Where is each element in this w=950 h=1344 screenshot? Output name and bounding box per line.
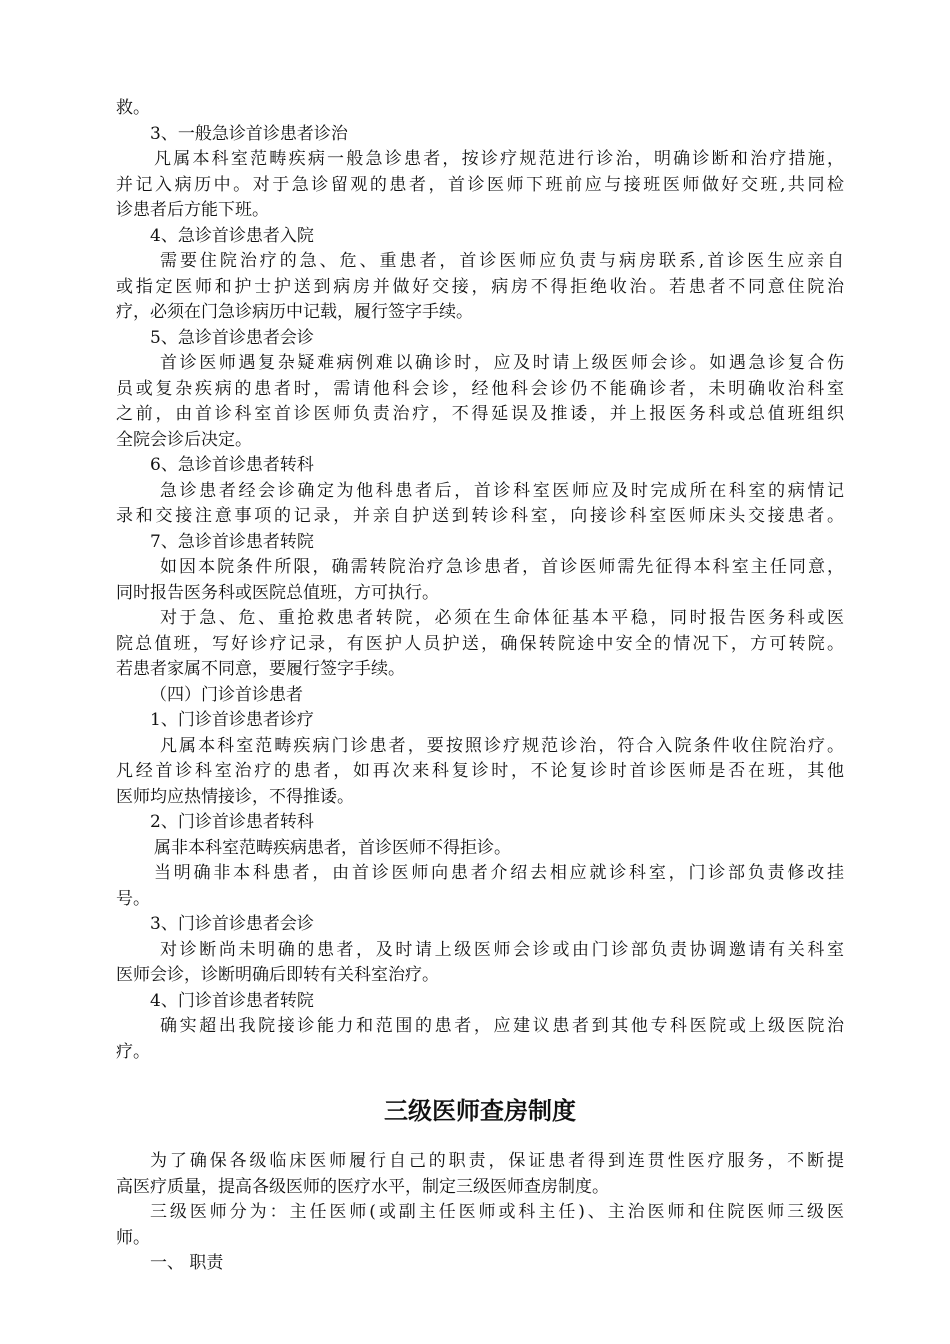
paragraph-line: 诊患者后方能下班。 [116, 200, 269, 220]
paragraph-line: 若患者家属不同意，要履行签字手续。 [116, 659, 405, 679]
paragraph-line: 为了确保各级临床医师履行自己的职责，保证患者得到连贯性医疗服务，不断提 [150, 1151, 844, 1171]
paragraph-line: 属非本科室范畴疾病患者，首诊医师不得拒诊。 [154, 837, 511, 858]
paragraph-line: 凡属本科室范畴疾病门诊患者，要按照诊疗规范诊治，符合入院条件收住院治疗。 [160, 735, 844, 756]
paragraph-line: 三级医师分为：主任医师(或副主任医师或科主任)、主治医师和住院医师三级医 [150, 1202, 844, 1222]
text-line: 救。 [116, 98, 150, 118]
paragraph-line: 急诊患者经会诊确定为他科患者后，首诊科室医师应及时完成所在科室的病情记 [160, 480, 844, 501]
document-page [116, 96, 844, 1277]
paragraph-line: 或指定医师和护士护送到病房并做好交接，病房不得拒绝收治。若患者不同意住院治 [116, 276, 844, 297]
subheading: 5、急诊首诊患者会诊 [150, 327, 314, 348]
paragraph-line: 医师均应热情接诊，不得推诿。 [116, 786, 354, 807]
paragraph-line: 需要住院治疗的急、危、重患者，首诊医师应负责与病房联系,首诊医生应亲自 [160, 251, 844, 271]
paragraph-line: 师。 [116, 1227, 150, 1248]
section-heading: （四）门诊首诊患者 [150, 684, 303, 705]
subheading: 3、一般急诊首诊患者诊治 [150, 123, 348, 144]
paragraph-line: 凡经首诊科室治疗的患者，如再次来科复诊时，不论复诊时首诊医师是否在班，其他 [116, 761, 844, 781]
paragraph-line: 对于急、危、重抢救患者转院，必须在生命体征基本平稳，同时报告医务科或医 [160, 608, 844, 628]
section-heading: 一、 职责 [150, 1253, 224, 1273]
paragraph-line: 如因本院条件所限，确需转院治疗急诊患者，首诊医师需先征得本科室主任同意， [160, 557, 844, 577]
subheading: 6、急诊首诊患者转科 [150, 455, 314, 475]
paragraph-line: 凡属本科室范畴疾病一般急诊患者，按诊疗规范进行诊治，明确诊断和治疗措施， [154, 149, 844, 169]
paragraph-line: 录和交接注意事项的记录，并亲自护送到转诊科室，向接诊科室医师床头交接患者。 [116, 506, 844, 526]
subheading: 1、门诊首诊患者诊疗 [150, 710, 314, 730]
document-title: 三级医师查房制度 [384, 1097, 576, 1125]
subheading: 3、门诊首诊患者会诊 [150, 914, 314, 934]
paragraph-line: 高医疗质量，提高各级医师的医疗水平，制定三级医师查房制度。 [116, 1176, 609, 1197]
subheading: 4、门诊首诊患者转院 [150, 990, 314, 1011]
paragraph-line: 当明确非本科患者，由首诊医师向患者介绍去相应就诊科室，门诊部负责修改挂 [154, 863, 844, 883]
subheading: 4、急诊首诊患者入院 [150, 225, 314, 246]
paragraph-line: 疗，必须在门急诊病历中记载，履行签字手续。 [116, 302, 473, 322]
paragraph-line: 对诊断尚未明确的患者，及时请上级医师会诊或由门诊部负责协调邀请有关科室 [160, 939, 844, 960]
subheading: 7、急诊首诊患者转院 [150, 531, 314, 552]
paragraph-line: 员或复杂疾病的患者时，需请他科会诊，经他科会诊仍不能确诊者，未明确收治科室 [116, 378, 844, 399]
paragraph-line: 医师会诊，诊断明确后即转有关科室治疗。 [116, 965, 439, 985]
paragraph-line: 院总值班，写好诊疗记录，有医护人员护送，确保转院途中安全的情况下，方可转院。 [116, 633, 844, 654]
paragraph-line: 并记入病历中。对于急诊留观的患者，首诊医师下班前应与接班医师做好交班,共同检 [116, 174, 844, 195]
paragraph-line: 全院会诊后决定。 [116, 429, 252, 450]
paragraph-line: 同时报告医务科或医院总值班，方可执行。 [116, 582, 439, 603]
paragraph-line: 确实超出我院接诊能力和范围的患者，应建议患者到其他专科医院或上级医院治 [160, 1016, 844, 1036]
paragraph-line: 疗。 [116, 1041, 150, 1062]
paragraph-line: 首诊医师遇复杂疑难病例难以确诊时，应及时请上级医师会诊。如遇急诊复合伤 [160, 353, 844, 373]
subheading: 2、门诊首诊患者转科 [150, 812, 314, 832]
paragraph-line: 号。 [116, 888, 150, 909]
paragraph-line: 之前，由首诊科室首诊医师负责治疗，不得延误及推诿，并上报医务科或总值班组织 [116, 404, 844, 424]
